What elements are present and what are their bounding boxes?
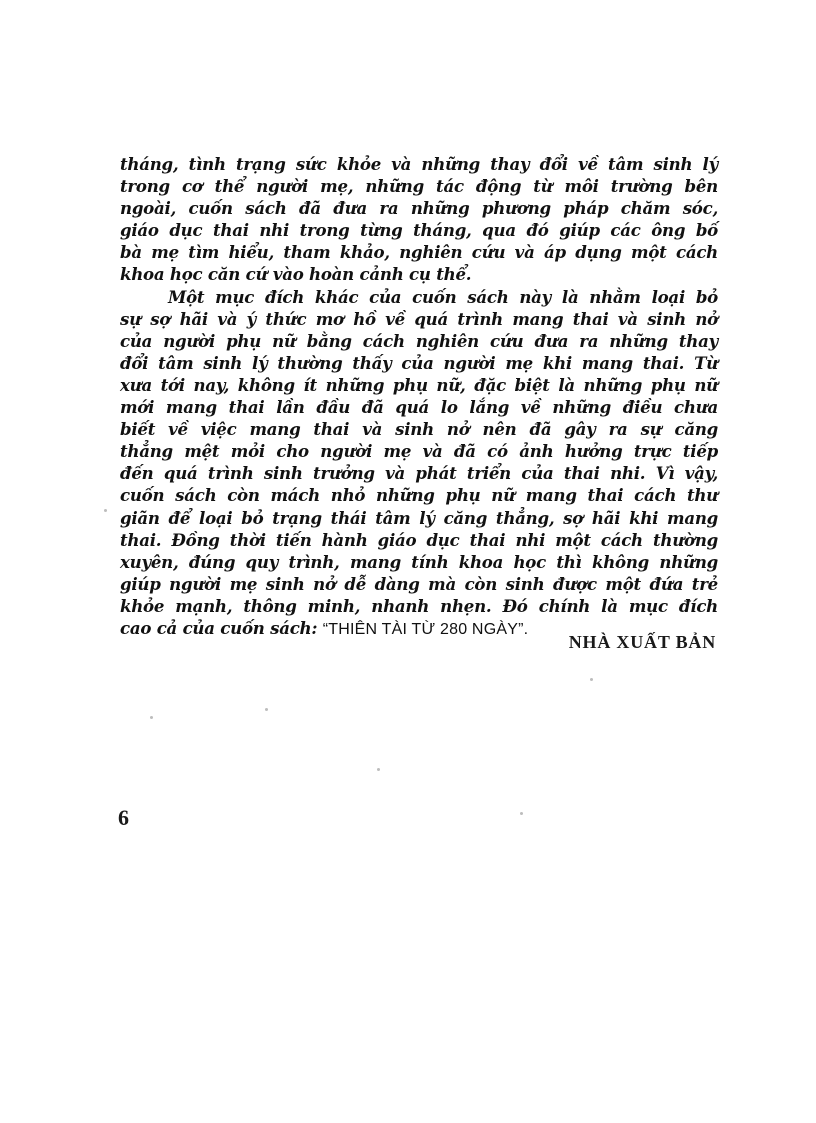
text-line: đổi tâm sinh lý thường thấy của người mẹ khi mang thai. Từ <box>120 352 718 373</box>
text-line: sự sợ hãi và ý thức mơ hồ về quá trình mang thai và sinh nở <box>120 308 718 329</box>
scan-speck <box>520 812 523 815</box>
scan-speck <box>377 768 380 771</box>
text-line: khoa học căn cứ vào hoàn cảnh cụ thể. <box>120 264 472 285</box>
text-line: thẳng mệt mỏi cho người mẹ và đã có ảnh hưởng trực tiếp <box>120 441 718 462</box>
paragraph-start-line: Một mục đích khác của cuốn sách này là nhằm loại bỏ <box>168 286 718 307</box>
text-line: của người phụ nữ bằng cách nghiên cứu đưa ra những thay <box>120 330 718 351</box>
text-line: đến quá trình sinh trưởng và phát triển của thai nhi. Vì vậy, <box>120 463 718 484</box>
publisher-signature: NHÀ XUẤT BẢN <box>568 632 716 652</box>
text-line: khỏe mạnh, thông minh, nhanh nhẹn. Đó chính là mục đích <box>120 595 718 616</box>
scan-speck <box>590 678 593 681</box>
text-line: xưa tới nay, không ít những phụ nữ, đặc biệt là những phụ nữ <box>120 374 718 395</box>
page-number: 6 <box>118 805 129 830</box>
text-line: giáo dục thai nhi trong từng tháng, qua đó giúp các ông bố <box>120 220 718 241</box>
text-line: cuốn sách còn mách nhỏ những phụ nữ mang thai cách thư <box>120 485 718 506</box>
text-line: xuyên, đúng quy trình, mang tính khoa học thì không những <box>120 551 718 572</box>
closing-line-text: cao cả của cuốn sách: <box>120 617 323 638</box>
text-line: mới mang thai lần đầu đã quá lo lắng về những điều chưa <box>120 397 718 418</box>
scan-speck <box>150 716 153 719</box>
text-line: thai. Đồng thời tiến hành giáo dục thai nhi một cách thường <box>120 529 718 550</box>
scan-speck <box>104 509 107 512</box>
text-line: giãn để loại bỏ trạng thái tâm lý căng thẳng, sợ hãi khi mang <box>120 507 718 528</box>
text-line: bà mẹ tìm hiểu, tham khảo, nghiên cứu và áp dụng một cách <box>120 242 718 263</box>
text-line: tháng, tình trạng sức khỏe và những thay đổi về tâm sinh lý <box>120 154 718 174</box>
scan-speck <box>265 708 268 711</box>
book-title-quote: “THIÊN TÀI TỪ 280 NGÀY”. <box>322 620 529 638</box>
preface-text <box>120 153 718 639</box>
text-line: trong cơ thể người mẹ, những tác động từ môi trường bên <box>120 176 718 197</box>
text-line: giúp người mẹ sinh nở dễ dàng mà còn sinh được một đứa trẻ <box>120 573 718 594</box>
text-line: biết về việc mang thai và sinh nở nên đã gây ra sự căng <box>120 419 718 440</box>
text-line: ngoài, cuốn sách đã đưa ra những phương pháp chăm sóc, <box>120 198 718 219</box>
